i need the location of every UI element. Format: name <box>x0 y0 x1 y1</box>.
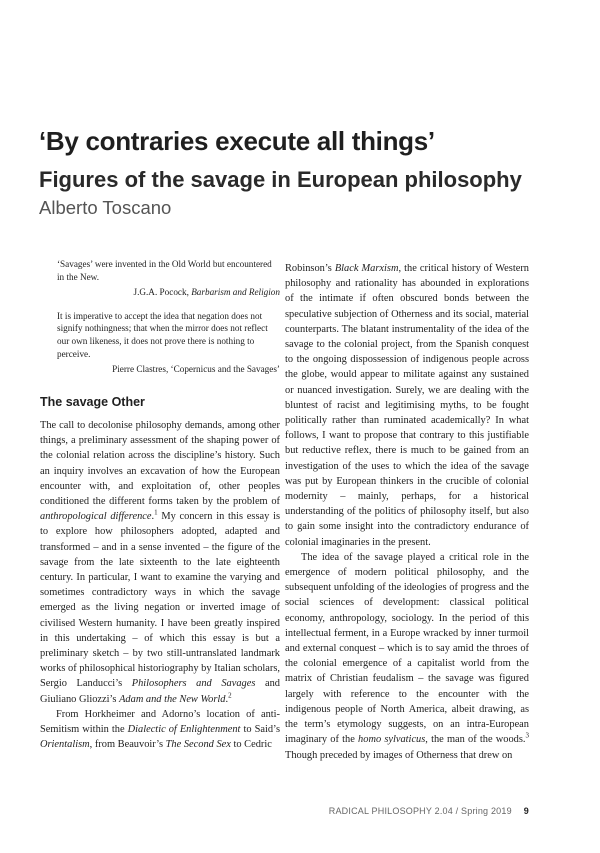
body-paragraph: From Horkheimer and Adorno’s location of anti-Semitism within the Dialectic of Enlightenment to Said’s Orientalism, from Beauvoir’s The Second Sex to Cedric <box>40 708 280 751</box>
epigraph-1-author: J.G.A. Pocock, <box>133 287 192 298</box>
article-subtitle: Figures of the savage in European philosophy <box>39 167 522 192</box>
footnote-ref[interactable]: 1 <box>154 508 158 517</box>
page-number: 9 <box>523 806 529 816</box>
right-column <box>285 261 529 763</box>
epigraph-2-text: It is imperative to accept the idea that negation does not signify nothingness; that when the mirror does not reflect our own likeness, it does not prove there is nothing to perceive. <box>57 310 268 359</box>
body-paragraph: Robinson’s Black Marxism, the critical history of Western philosophy and rationality has abounded in explorations of the intimate if often obscured bonds between the speculative subjection of Otherness and its social, material counterparts. The blatant instrumentality of the idea of the savage to the colonial project, from the Spanish conquest to the ongoing dispossession of indigenous people across the globe, would appear to militate against any sustained or nuanced investigation. Surely, we are dealing with the bluntest of racist and legitimising myths, to be fought politically rather than ruminated academically? In what follows, I want to propose that contrary to this justifiable but reductive reflex, there is much to be gained from an investigation of the uses to which the idea of the savage was put by European thinkers in the crucible of colonial modernity – mainly, perhaps, for a historical understanding of the politics of philosophy itself, but also to gain some insight into the contradictory endurance of colonial imaginaries in the present. <box>285 263 529 548</box>
epigraph-1-source <box>57 286 280 299</box>
body-paragraph: The idea of the savage played a critical role in the emergence of modern political philosophy, and the subsequent unfolding of the ideologies of progress and the social sciences of development: classical political economy, anthropology, sociology. In the period of this intellectual ferment, in a Europe wracked by inner turmoil and external conquest – which is to say amid the throes of the colonial emergence of a capitalist world from the matrix of Christian feudalism – the savage was figured largely with reference to the encounter with the indigenous people of North America, albeit drawing, as the term’s etymology suggests, on an intra-European imaginary of the homo sylvaticus, the man of the woods.$^3$ Though preceded by images of Otherness that drew on <box>285 551 529 761</box>
epigraph-1-work: Barbarism and Religion <box>191 287 280 298</box>
epigraph-2-source: Pierre Clastres, ‘Copernicus and the Savages’ <box>112 364 280 375</box>
footnote-ref[interactable]: 3 <box>525 731 529 740</box>
article-title: ‘By contraries execute all things’ <box>39 126 435 156</box>
epigraph-1 <box>57 258 280 299</box>
article-author: Alberto Toscano <box>39 197 172 218</box>
footnote-ref[interactable]: 2 <box>228 691 232 700</box>
body-paragraph: The call to decolonise philosophy demands, among other things, a preliminary assessment of the shaping power of the colonial relation across the discipline’s history. Such an inquiry involves an excavation of how the European encounter with, and exploitation of, other peoples conditioned the different forms taken by the problem of anthropological difference.$^1$ My concern in this essay is to explore how philosophers adopted, adapted and transformed – and in a sense invented – the figure of the savage from the late sixteenth to the late eighteenth century. In particular, I want to examine the varying and sometimes contradictory ways in which the savage emerged as the living negation or inverted image of civilised Western humanity. I have been greatly inspired in this undertaking – of which this essay is but a preliminary sketch – by two still-untranslated landmark works of philosophical historiography by Italian scholars, Sergio Landucci’s Philosophers and Savages and Giuliano Gliozzi’s Adam and the New World.$^2$ <box>40 419 280 705</box>
journal-info: RADICAL PHILOSOPHY 2.04 / Spring 2019 <box>328 806 512 816</box>
left-column <box>40 258 280 752</box>
epigraph-2 <box>57 310 280 376</box>
section-heading: The savage Other <box>40 394 145 409</box>
page-footer <box>329 806 529 816</box>
epigraph-1-text: ‘Savages’ were invented in the Old World but encountered in the New. <box>57 259 272 282</box>
